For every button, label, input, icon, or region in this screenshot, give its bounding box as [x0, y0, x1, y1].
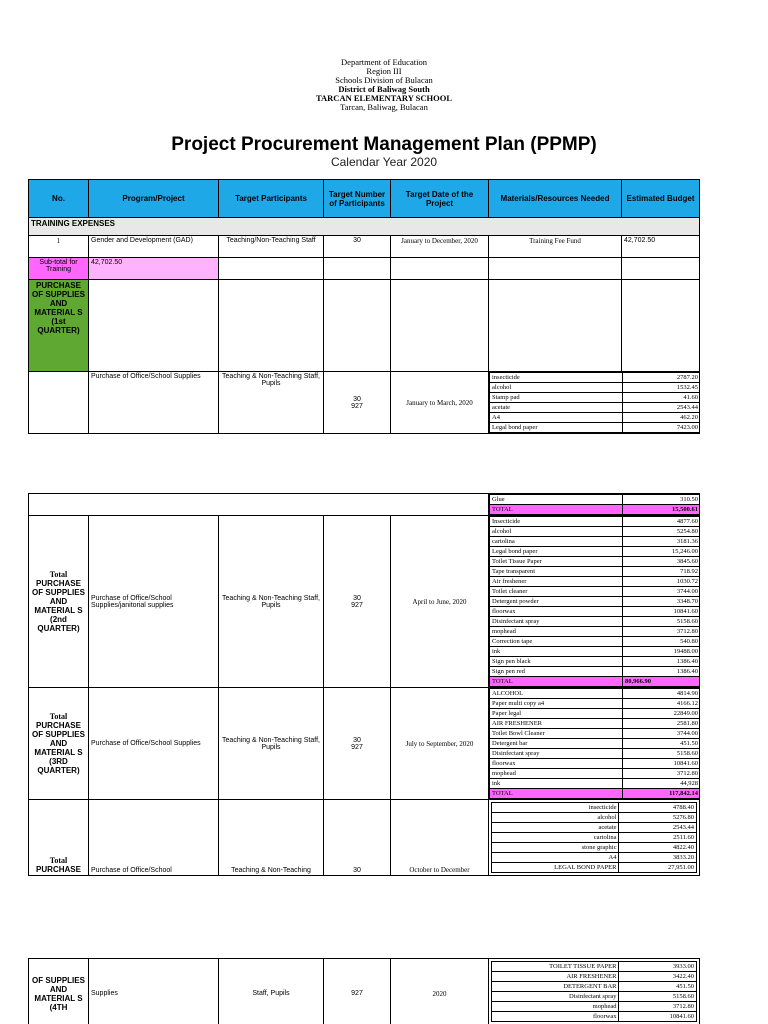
q4-program: Purchase of Office/School	[89, 800, 219, 876]
item-name: alcohol	[490, 527, 623, 537]
list-item	[490, 547, 700, 557]
q3-label	[29, 688, 89, 800]
item-name: Correction tape	[490, 637, 623, 647]
total-value: 117,842.14	[623, 789, 700, 799]
q3-materials-cell	[489, 688, 700, 800]
q4-cont-label: OF SUPPLIES AND MATERIAL S (4TH	[29, 959, 89, 1024]
item-name: floorwax	[490, 607, 623, 617]
item-name: acetate	[490, 403, 623, 413]
item-value: 5276.80	[619, 813, 697, 823]
list-item	[490, 527, 700, 537]
item-value: 7423.00	[623, 423, 700, 433]
list-item	[490, 729, 700, 739]
item-name: ink	[490, 779, 623, 789]
item-value: 3845.60	[623, 557, 700, 567]
row-materials: Training Fee Fund	[489, 236, 622, 258]
list-item	[490, 393, 700, 403]
empty-cell	[29, 494, 489, 516]
header-division: Schools Division of Bulacan	[335, 75, 433, 85]
item-name: insecticide	[490, 373, 623, 383]
item-value: 451.50	[619, 982, 697, 992]
q2-materials	[489, 516, 700, 687]
item-name: Toilet cleaner	[490, 587, 623, 597]
list-item	[490, 607, 700, 617]
list-item	[490, 699, 700, 709]
item-value: 310.50	[623, 495, 700, 505]
item-value: 451.50	[623, 739, 700, 749]
item-name: Legal bond paper	[490, 423, 623, 433]
item-name: AIR FRESHENER	[492, 972, 619, 982]
item-name: cartolina	[492, 833, 619, 843]
q1-number: 30 927	[324, 372, 391, 434]
item-name: Detergent powder	[490, 597, 623, 607]
item-value: 718.92	[623, 567, 700, 577]
page-subtitle: Calendar Year 2020	[330, 155, 438, 169]
total-label: TOTAL	[490, 677, 623, 687]
item-value: 3422.40	[619, 972, 697, 982]
ppmp-table-2	[28, 493, 700, 876]
q4-cont-materials-cell	[489, 959, 700, 1024]
list-item	[492, 962, 697, 972]
subtotal-value: 42,702.50	[89, 258, 219, 280]
item-name: alcohol	[492, 813, 619, 823]
col-participants: Target Participants	[219, 180, 324, 218]
q3-number: 30 927	[324, 688, 391, 800]
item-value: 10841.60	[623, 759, 700, 769]
q1-date: January to March, 2020	[391, 372, 489, 434]
q1-participants: Teaching & Non-Teaching Staff, Pupils	[219, 372, 324, 434]
item-name: LEGAL BOND PAPER	[492, 863, 619, 873]
list-item	[492, 853, 697, 863]
item-name: Sign pen black	[490, 657, 623, 667]
list-item	[492, 982, 697, 992]
q3-label-text: PURCHASE OF SUPPLIES AND MATERIAL S (3RD QUARTER)	[32, 721, 85, 775]
item-name: Toilet Bowl Cleaner	[490, 729, 623, 739]
section-training: TRAINING EXPENSES	[29, 218, 700, 236]
item-name: A4	[490, 413, 623, 423]
item-name: Disinfectant spray	[492, 992, 619, 1002]
item-value: 44,928	[623, 779, 700, 789]
empty-cell	[489, 280, 622, 372]
doc-header	[0, 58, 768, 112]
section-row	[29, 218, 700, 236]
list-item	[492, 843, 697, 853]
item-name: Sign pen red	[490, 667, 623, 677]
q4-cont-program: Supplies	[89, 959, 219, 1024]
q2-participants: Teaching & Non-Teaching Staff, Pupils	[219, 516, 324, 688]
item-value: 5254.80	[623, 527, 700, 537]
list-item	[490, 779, 700, 789]
header-district: District of Baliwag South	[338, 84, 430, 94]
item-value: 4166.12	[623, 699, 700, 709]
item-value: 3744.00	[623, 587, 700, 597]
list-item	[490, 657, 700, 667]
item-value: 2581.80	[623, 719, 700, 729]
q4-date: October to December	[391, 800, 489, 876]
q3-row	[29, 688, 700, 800]
empty-cell	[324, 258, 391, 280]
list-item	[490, 749, 700, 759]
empty-cell	[391, 258, 489, 280]
item-name: ink	[490, 647, 623, 657]
item-name: A4	[492, 853, 619, 863]
empty-cell	[489, 258, 622, 280]
list-item	[492, 1002, 697, 1012]
total-row	[490, 789, 700, 799]
q4-label-text: PURCHASE	[36, 865, 81, 874]
item-name: Legal bond paper	[490, 547, 623, 557]
item-value: 10841.60	[623, 607, 700, 617]
list-item	[490, 517, 700, 527]
q1-row	[29, 372, 700, 434]
q2-label	[29, 516, 89, 688]
item-value: 4788.40	[619, 803, 697, 813]
col-budget: Estimated Budget	[622, 180, 700, 218]
item-value: 540.80	[623, 637, 700, 647]
item-name: stone graphic	[492, 843, 619, 853]
q1-program: Purchase of Office/School Supplies	[89, 372, 219, 434]
list-item	[490, 577, 700, 587]
list-item	[490, 403, 700, 413]
page-title: Project Procurement Management Plan (PPMP)	[171, 134, 597, 155]
q4-cont-date: 2020	[391, 959, 489, 1024]
item-name: TOILET TISSUE PAPER	[492, 962, 619, 972]
empty-cell	[324, 280, 391, 372]
subtotal-row	[29, 258, 700, 280]
q1-cont-row	[29, 494, 700, 516]
item-value: 1030.72	[623, 577, 700, 587]
q4-cont-number: 927	[324, 959, 391, 1024]
list-item	[490, 557, 700, 567]
item-value: 3833.20	[619, 853, 697, 863]
item-name: Air freshener	[490, 577, 623, 587]
list-item	[490, 637, 700, 647]
list-item	[490, 373, 700, 383]
list-item	[490, 739, 700, 749]
list-item	[490, 769, 700, 779]
item-name: acetate	[492, 823, 619, 833]
item-name: Toilet Tissue Paper	[490, 557, 623, 567]
q2-row	[29, 516, 700, 688]
q4-label	[29, 800, 89, 876]
item-value: 4822.40	[619, 843, 697, 853]
empty-cell	[219, 258, 324, 280]
item-name: DETERGENT BAR	[492, 982, 619, 992]
item-value: 15,246.00	[623, 547, 700, 557]
item-name: AIR FRESHENER	[490, 719, 623, 729]
list-item	[492, 992, 697, 1002]
item-name: Tape transparent	[490, 567, 623, 577]
total-row	[490, 677, 700, 687]
q3-program: Purchase of Office/School Supplies	[89, 688, 219, 800]
item-name: mophead	[490, 769, 623, 779]
item-value: 3712.80	[623, 627, 700, 637]
item-name: Insecticide	[490, 517, 623, 527]
q1-label-text: PURCHASE OF SUPPLIES AND MATERIAL S (1st QUARTER)	[32, 281, 85, 335]
item-name: cartolina	[490, 537, 623, 547]
q2-label-text: PURCHASE OF SUPPLIES AND MATERIAL S (2nd QUARTER)	[32, 579, 85, 633]
list-item	[490, 667, 700, 677]
q1-cont-materials	[489, 494, 700, 515]
row-program: Gender and Development (GAD)	[89, 236, 219, 258]
item-value: 3348.70	[623, 597, 700, 607]
q4-materials	[491, 802, 697, 873]
header-school: TARCAN ELEMENTARY SCHOOL	[315, 93, 453, 103]
list-item	[490, 413, 700, 423]
list-item	[492, 803, 697, 813]
item-name: Disinfectant spray	[490, 617, 623, 627]
q1-materials	[489, 372, 700, 433]
empty-cell	[391, 280, 489, 372]
q2-date: April to June, 2020	[391, 516, 489, 688]
header-department: Department of Education	[341, 57, 427, 67]
list-item	[490, 567, 700, 577]
q4-total-word: Total	[49, 856, 68, 865]
q2-program: Purchase of Office/School Supplies/janitorial supplies	[89, 516, 219, 688]
item-value: 3712.80	[619, 1002, 697, 1012]
item-name: Detergent bar	[490, 739, 623, 749]
list-item	[490, 627, 700, 637]
total-value: 80,966.90	[623, 677, 700, 687]
list-item	[492, 1012, 697, 1022]
list-item	[490, 709, 700, 719]
row-no: 1	[29, 236, 89, 258]
item-value: 3181.36	[623, 537, 700, 547]
ppmp-table-1	[28, 179, 700, 434]
item-value: 27,951.00	[619, 863, 697, 873]
header-region: Region III	[366, 66, 402, 76]
empty-cell	[622, 258, 700, 280]
q3-date: July to September, 2020	[391, 688, 489, 800]
q4-row	[29, 800, 700, 876]
row-budget: 42,702.50	[622, 236, 700, 258]
list-item	[490, 689, 700, 699]
item-name: Stamp pad	[490, 393, 623, 403]
q1-label-row	[29, 280, 700, 372]
item-value: 4814.90	[623, 689, 700, 699]
q3-materials	[489, 688, 700, 799]
list-item	[490, 719, 700, 729]
item-value: 2511.60	[619, 833, 697, 843]
item-value: 1386.40	[623, 667, 700, 677]
item-value: 2543.44	[619, 823, 697, 833]
item-name: alcohol	[490, 383, 623, 393]
item-name: floorwax	[490, 759, 623, 769]
list-item	[492, 813, 697, 823]
q4-cont-materials	[491, 961, 697, 1022]
item-value: 3744.00	[623, 729, 700, 739]
q4-cont-participants: Staff, Pupils	[219, 959, 324, 1024]
item-name: floorwax	[492, 1012, 619, 1022]
q2-materials-cell	[489, 516, 700, 688]
item-value: 5158.60	[619, 992, 697, 1002]
col-no: No.	[29, 180, 89, 218]
item-name: mophead	[492, 1002, 619, 1012]
item-value: 4877.60	[623, 517, 700, 527]
col-program: Program/Project	[89, 180, 219, 218]
item-name: Paper multi copy a4	[490, 699, 623, 709]
list-item	[490, 495, 700, 505]
list-item	[490, 617, 700, 627]
col-materials: Materials/Resources Needed	[489, 180, 622, 218]
q3-participants: Teaching & Non-Teaching Staff, Pupils	[219, 688, 324, 800]
total-label: TOTAL	[490, 505, 623, 515]
q3-total-word: Total	[49, 712, 68, 721]
list-item	[490, 647, 700, 657]
q4-materials-cell	[489, 800, 700, 876]
item-value: 19488.00	[623, 647, 700, 657]
item-name: Glue	[490, 495, 623, 505]
empty-cell	[219, 280, 324, 372]
row-date: January to December, 2020	[391, 236, 489, 258]
list-item	[492, 833, 697, 843]
item-name: Disinfectant spray	[490, 749, 623, 759]
item-value: 5158.60	[623, 617, 700, 627]
row-number: 30	[324, 236, 391, 258]
item-name: mophead	[490, 627, 623, 637]
list-item	[490, 597, 700, 607]
q2-number: 30 927	[324, 516, 391, 688]
ppmp-table-3	[28, 958, 700, 1024]
list-item	[490, 587, 700, 597]
q1-label	[29, 280, 89, 372]
q4-cont-row	[29, 959, 700, 1024]
list-item	[490, 759, 700, 769]
q2-total-word: Total	[49, 570, 68, 579]
q1-materials-cell	[489, 372, 700, 434]
item-name: insecticide	[492, 803, 619, 813]
q4-number: 30	[324, 800, 391, 876]
total-label: TOTAL	[490, 789, 623, 799]
list-item	[492, 823, 697, 833]
item-name: Paper legal	[490, 709, 623, 719]
list-item	[490, 423, 700, 433]
empty-cell	[29, 372, 89, 434]
table-row	[29, 236, 700, 258]
col-target-number: Target Number of Participants	[324, 180, 391, 218]
q1-cont-cell	[489, 494, 700, 516]
item-value: 1386.40	[623, 657, 700, 667]
item-value: 10841.60	[619, 1012, 697, 1022]
total-value: 15,500.61	[623, 505, 700, 515]
item-value: 3933.00	[619, 962, 697, 972]
table-header-row	[29, 180, 700, 218]
item-value: 22849.00	[623, 709, 700, 719]
list-item	[490, 383, 700, 393]
item-value: 2543.44	[623, 403, 700, 413]
row-participants: Teaching/Non-Teaching Staff	[219, 236, 324, 258]
empty-cell	[89, 280, 219, 372]
item-value: 3712.80	[623, 769, 700, 779]
item-value: 462.20	[623, 413, 700, 423]
list-item	[490, 537, 700, 547]
total-row	[490, 505, 700, 515]
list-item	[492, 863, 697, 873]
subtotal-label: Sub-total for Training	[29, 258, 89, 280]
q4-participants: Teaching & Non-Teaching	[219, 800, 324, 876]
list-item	[492, 972, 697, 982]
item-name: ALCOHOL	[490, 689, 623, 699]
col-target-date: Target Date of the Project	[391, 180, 489, 218]
header-address: Tarcan, Baliwag, Bulacan	[340, 102, 428, 112]
item-value: 1532.45	[623, 383, 700, 393]
item-value: 2787.20	[623, 373, 700, 383]
item-value: 41.60	[623, 393, 700, 403]
empty-cell	[622, 280, 700, 372]
item-value: 5158.60	[623, 749, 700, 759]
